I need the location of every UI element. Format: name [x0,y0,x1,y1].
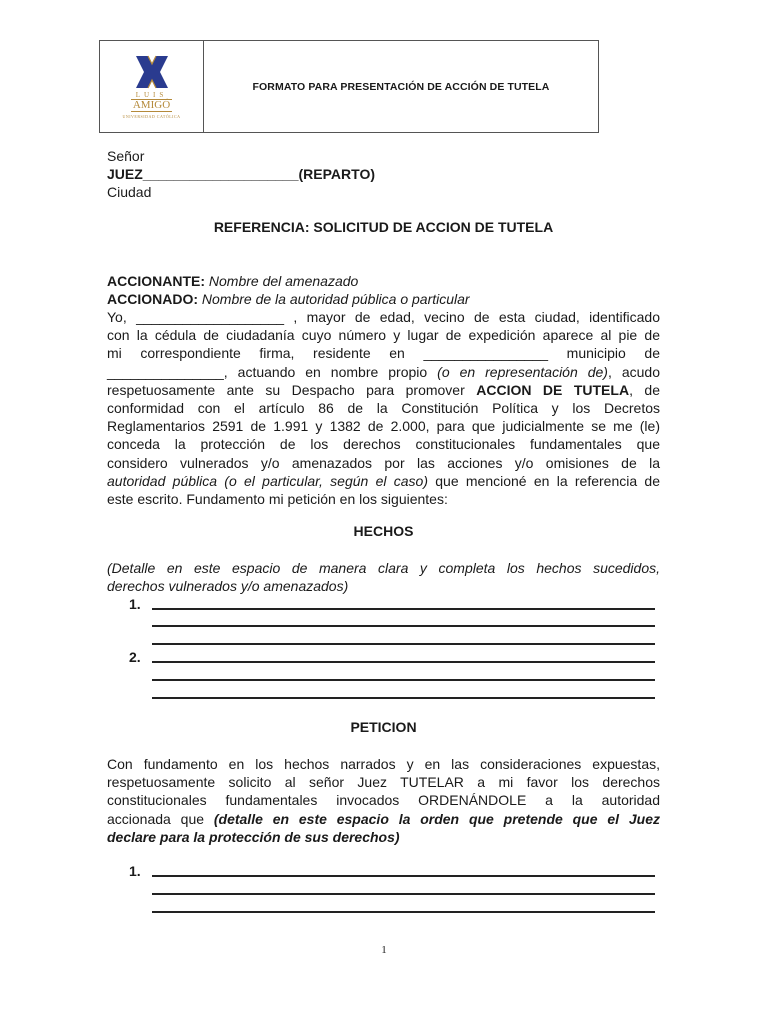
peticion-text-bold-italic: (detalle en este espacio la orden que pretende que el Juez [213,810,660,827]
body-line: Reglamentarios 2591 de 1.991 y 1382 de 2.000, para que judicialmente se me (le) [107,418,660,435]
fill-line [152,643,655,645]
university-logo-icon [132,55,172,89]
body-text-bold: ACCION DE TUTELA [476,381,630,398]
logo [100,41,204,132]
accionante-label: ACCIONANTE: [107,273,205,289]
hechos-note-line: derechos vulnerados y/o amenazados) [107,578,349,595]
fill-line [152,893,655,895]
accionado-line [107,291,470,307]
form-title: FORMATO PARA PRESENTACIÓN DE ACCIÓN DE TUTELA [252,80,550,93]
body-text: , de [629,381,660,398]
body-line: conceda la protección de los derechos constitucionales fundamentales que [107,436,660,453]
body-line: considero vulnerados y/o amenazados por las acciones y/o omisiones de la [107,454,660,471]
peticion-heading: PETICION [350,719,417,735]
peticion-line: constitucionales fundamentales invocados ORDENÁNDOLE a la autoridad [107,792,660,809]
hechos-note [107,559,660,595]
fill-line [152,661,655,663]
address-ciudad: Ciudad [107,184,152,200]
body-text: que mencioné en la referencia de [427,472,660,489]
peticion-line [107,810,660,828]
peticion-line: Con fundamento en los hechos narrados y en las consideraciones expuestas, [107,756,660,772]
fill-line [152,608,655,610]
fill-line [152,697,655,699]
fill-line [152,875,655,877]
body-line [107,381,660,399]
logo-text-universidad: UNIVERSIDAD CATÓLICA [122,113,181,119]
body-text: , acudo [607,363,660,380]
body-line [107,363,660,381]
peticion-line: respetuosamente solicito al señor Juez TUTELAR a mi favor los derechos [107,774,660,791]
body-text-italic: autoridad pública (o el particular, según el caso) [107,472,428,489]
body-text: respetuosamente ante su Despacho para promover [107,381,477,398]
header-title-cell [204,41,598,132]
document-header [99,40,599,133]
fill-line [152,911,655,913]
logo-text-amigo: AMIGÓ [132,98,171,111]
address-senor: Señor [107,148,145,164]
address-juez: JUEZ____________________(REPARTO) [107,166,375,182]
hechos-note-line: (Detalle en este espacio de manera clara y completa los hechos sucedidos, [107,560,660,576]
body-line [107,472,660,490]
logo-text-luis: LUIS [135,90,168,99]
peticion-paragraph [107,755,660,846]
accionado-label: ACCIONADO: [107,291,198,307]
fill-line [152,679,655,681]
accionado-value: Nombre de la autoridad pública o particular [198,291,470,307]
body-line: con la cédula de ciudadanía cuyo número y lugar de expedición aparece al pie de [107,327,660,344]
body-text: _______________, actuando en nombre propio [107,363,438,380]
body-line: Yo, ___________________ , mayor de edad, vecino de esta ciudad, identificado [107,309,660,325]
body-text-italic: (o en representación de) [437,363,608,380]
peticion-text: accionada que [107,810,214,827]
hechos-item-number: 2. [129,649,141,665]
fill-line [152,625,655,627]
page-number: 1 [381,944,387,956]
peticion-item-number: 1. [129,863,141,879]
body-line: este escrito. Fundamento mi petición en los siguientes: [107,491,448,508]
accionante-line [107,273,358,289]
hechos-item-number: 1. [129,596,141,612]
body-paragraph [107,308,660,508]
body-line: conformidad con el artículo 86 de la Constitución Política y los Decretos [107,400,660,417]
accionante-value: Nombre del amenazado [205,273,359,289]
peticion-line: declare para la protección de sus derechos) [107,828,400,845]
hechos-heading: HECHOS [353,523,414,539]
reference-heading: REFERENCIA: SOLICITUD DE ACCION DE TUTELA [213,219,554,235]
body-line: mi correspondiente firma, residente en ________________ municipio de [107,345,660,362]
